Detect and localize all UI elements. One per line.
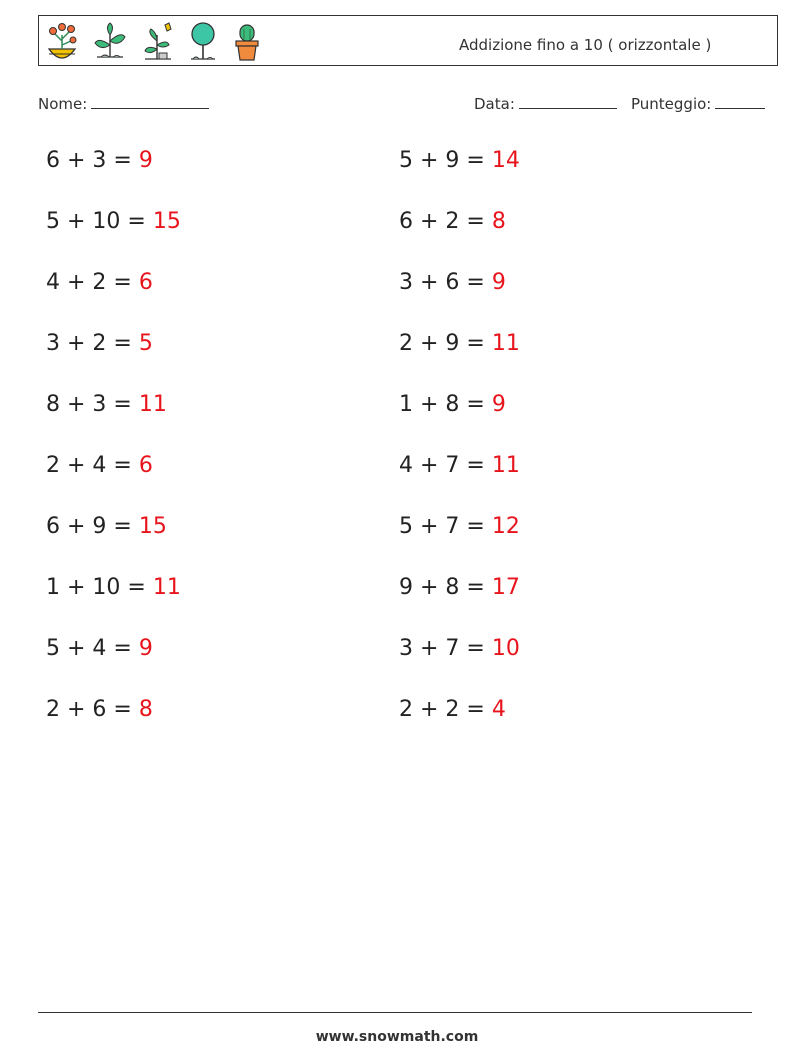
problem-item [46, 514, 167, 539]
problem-answer: 8 [491, 209, 506, 234]
seedling-icon [91, 21, 129, 63]
problem-answer: 15 [138, 514, 167, 539]
problem-item [399, 636, 520, 661]
problem-answer: 9 [491, 270, 506, 295]
date-blank[interactable] [519, 94, 617, 109]
problem-question: 3 + 2 = [46, 331, 132, 356]
problem-question: 5 + 4 = [46, 636, 132, 661]
tree-icon [187, 21, 219, 63]
problem-answer: 11 [491, 331, 520, 356]
problem-item [46, 636, 153, 661]
footer-divider [38, 1012, 752, 1013]
problem-item [399, 331, 520, 356]
plant-icon [141, 21, 175, 63]
problem-answer: 11 [152, 575, 181, 600]
problem-question: 5 + 10 = [46, 209, 146, 234]
problem-item [46, 148, 153, 173]
problem-question: 2 + 2 = [399, 697, 485, 722]
worksheet-header [38, 15, 778, 66]
name-label: Nome: [38, 95, 88, 113]
problem-question: 2 + 6 = [46, 697, 132, 722]
problem-answer: 8 [138, 697, 153, 722]
problem-question: 6 + 3 = [46, 148, 132, 173]
problem-item [46, 392, 167, 417]
header-icons [45, 20, 263, 64]
problem-item [46, 697, 153, 722]
score-field [631, 94, 765, 113]
problem-answer: 14 [491, 148, 520, 173]
problem-answer: 17 [491, 575, 520, 600]
problem-answer: 9 [138, 148, 153, 173]
problem-question: 6 + 9 = [46, 514, 132, 539]
name-field [38, 94, 209, 113]
problem-question: 5 + 7 = [399, 514, 485, 539]
problem-item [46, 331, 153, 356]
footer-url: www.snowmath.com [315, 1029, 479, 1045]
problem-question: 1 + 8 = [399, 392, 485, 417]
problem-answer: 12 [491, 514, 520, 539]
problem-question: 1 + 10 = [46, 575, 146, 600]
problem-item [46, 453, 153, 478]
problem-question: 5 + 9 = [399, 148, 485, 173]
flower-pot-icon [45, 21, 79, 63]
problem-item [399, 575, 520, 600]
problem-item [399, 453, 520, 478]
problem-answer: 9 [138, 636, 153, 661]
problem-item [399, 148, 520, 173]
problem-item [399, 209, 506, 234]
worksheet-title: Addizione fino a 10 ( orizzontale ) [459, 36, 712, 54]
problem-question: 3 + 6 = [399, 270, 485, 295]
cactus-icon [231, 21, 263, 63]
problem-answer: 15 [152, 209, 181, 234]
problem-question: 3 + 7 = [399, 636, 485, 661]
problem-answer: 9 [491, 392, 506, 417]
problem-item [399, 392, 506, 417]
problem-answer: 6 [138, 270, 153, 295]
problem-item [399, 514, 520, 539]
date-field [474, 94, 617, 113]
problem-question: 2 + 4 = [46, 453, 132, 478]
problem-question: 9 + 8 = [399, 575, 485, 600]
date-label: Data: [474, 95, 515, 113]
score-blank[interactable] [715, 94, 765, 109]
problem-question: 4 + 7 = [399, 453, 485, 478]
problem-answer: 5 [138, 331, 153, 356]
score-label: Punteggio: [631, 95, 712, 113]
problem-answer: 4 [491, 697, 506, 722]
problem-item [46, 270, 153, 295]
problem-item [399, 697, 506, 722]
problem-answer: 11 [491, 453, 520, 478]
problem-answer: 10 [491, 636, 520, 661]
problem-item [46, 575, 181, 600]
problem-item [46, 209, 181, 234]
problem-question: 4 + 2 = [46, 270, 132, 295]
problem-question: 6 + 2 = [399, 209, 485, 234]
problem-question: 2 + 9 = [399, 331, 485, 356]
problem-item [399, 270, 506, 295]
name-blank[interactable] [91, 94, 209, 109]
problem-question: 8 + 3 = [46, 392, 132, 417]
problem-answer: 6 [138, 453, 153, 478]
problem-answer: 11 [138, 392, 167, 417]
